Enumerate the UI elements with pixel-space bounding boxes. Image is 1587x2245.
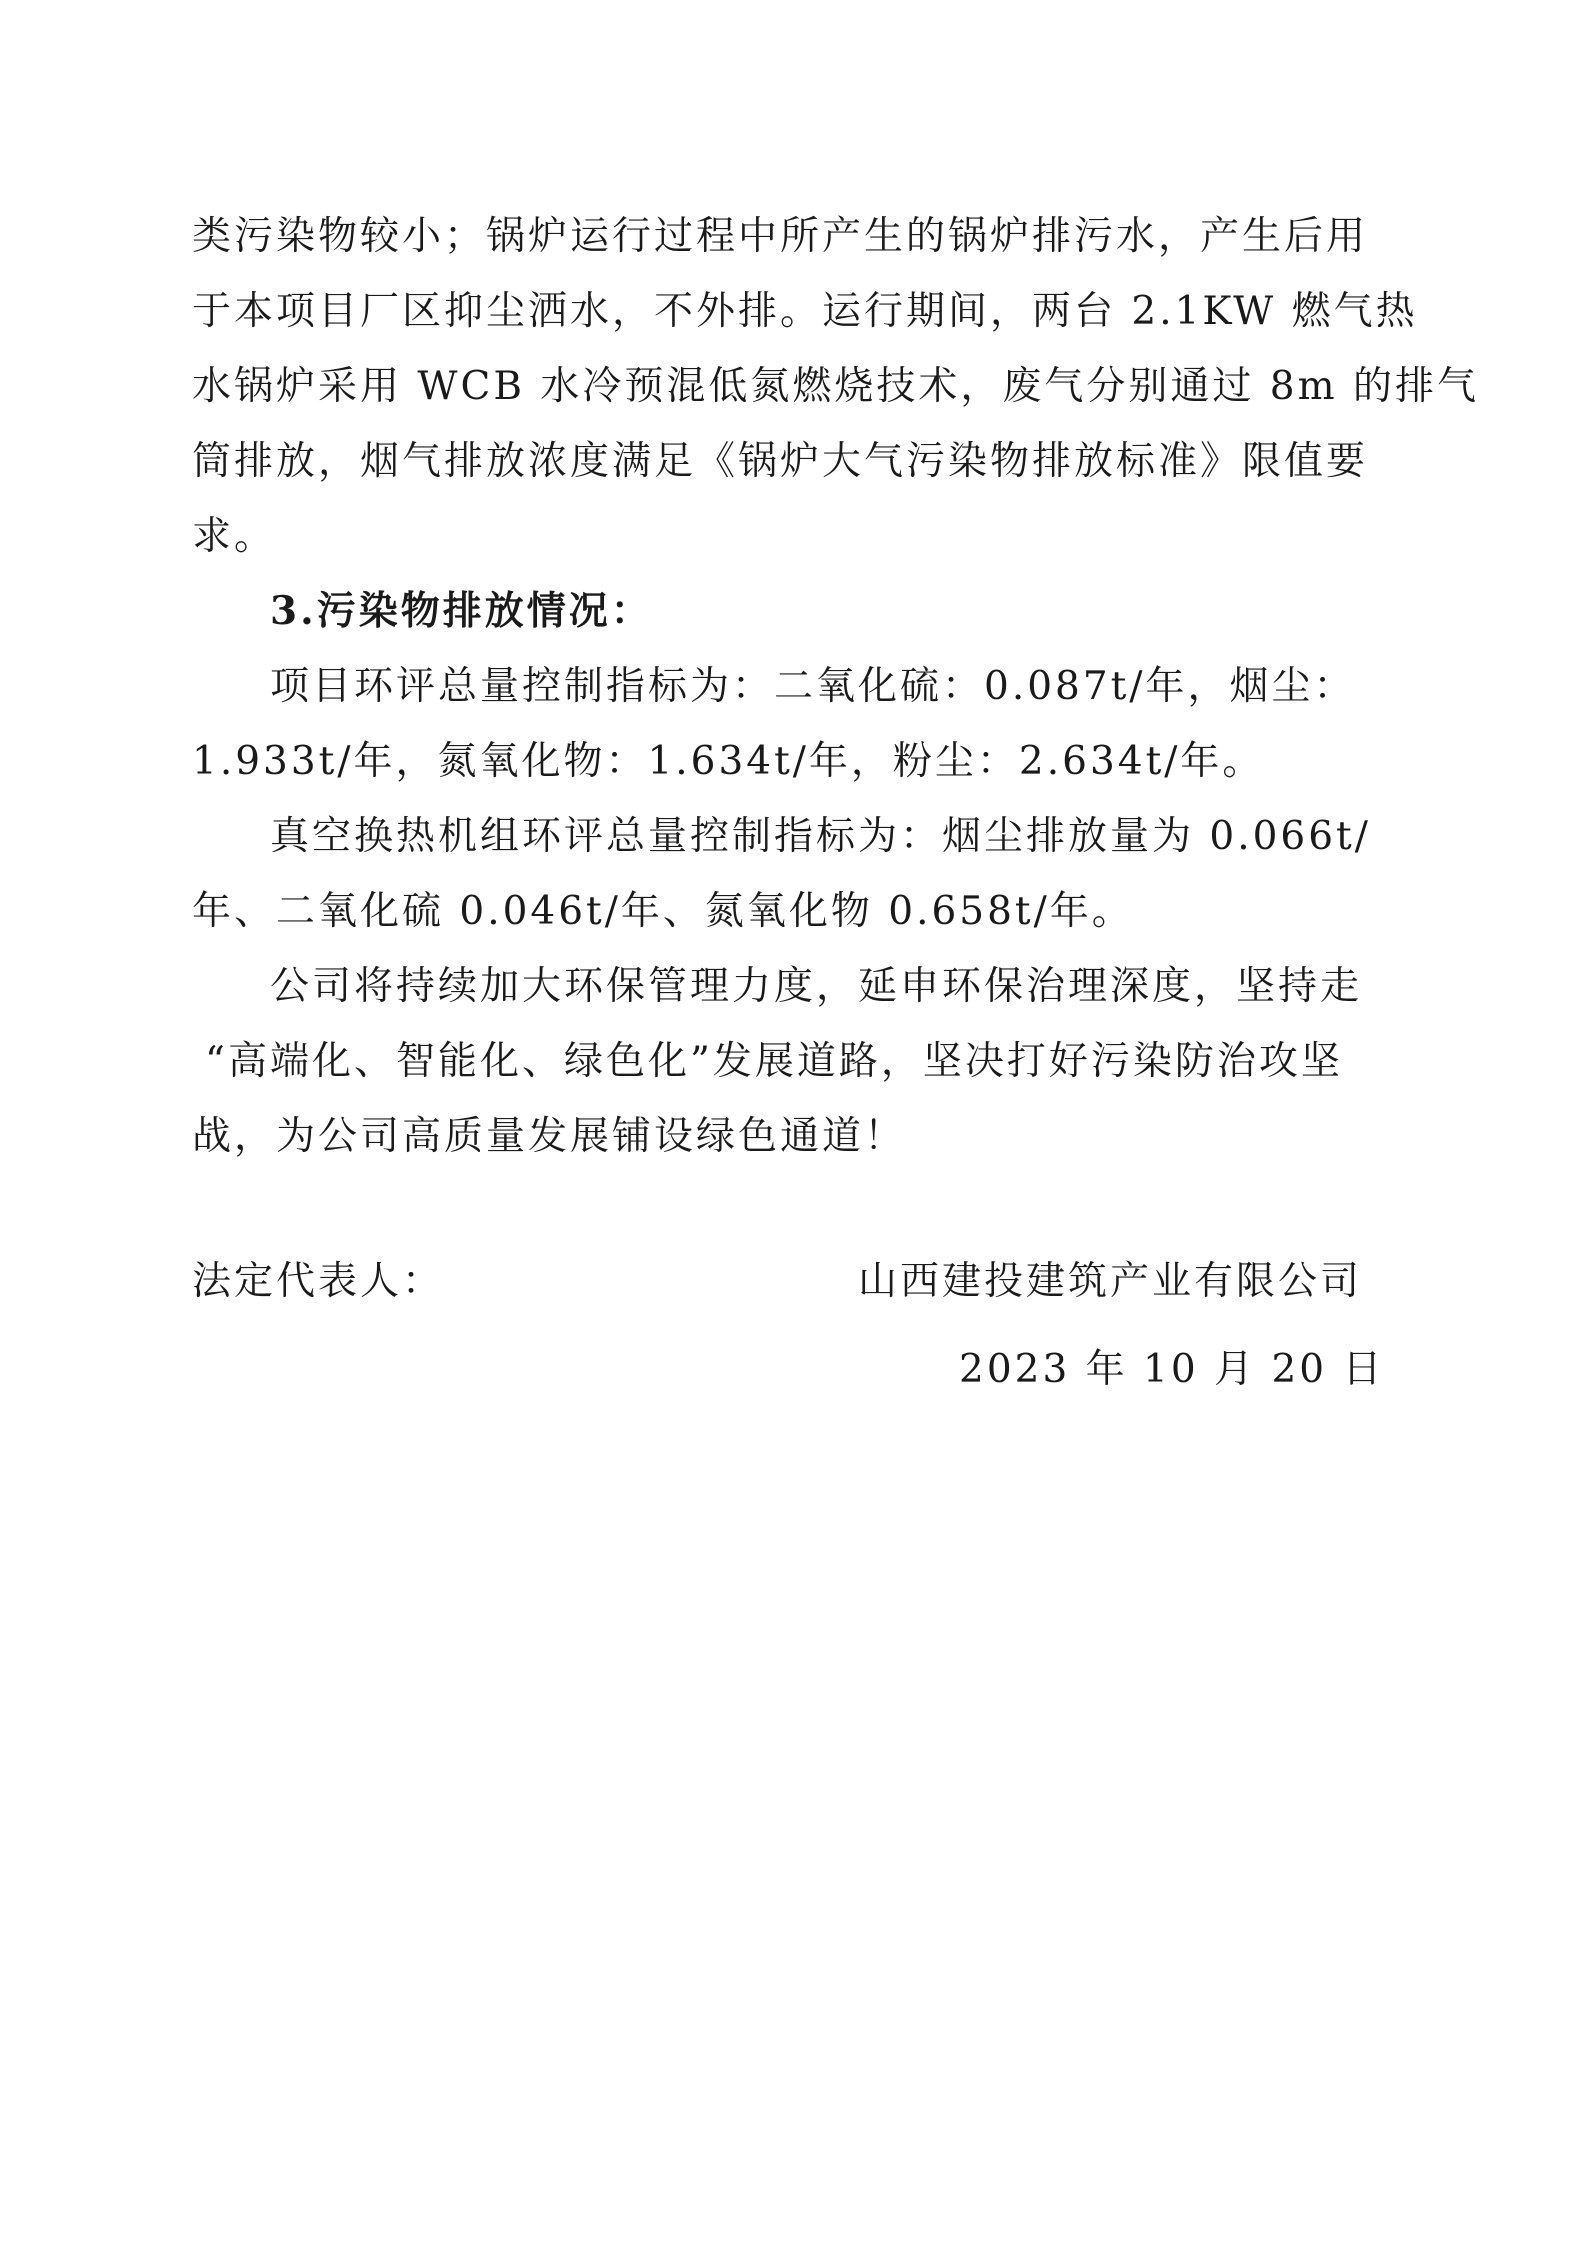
paragraph-1-line-1: 类污染物较小；锅炉运行过程中所产生的锅炉排污水，产生后用: [192, 214, 1369, 259]
paragraph-4-line-2: “高端化、智能化、绿色化”发展道路，坚决打好污染防治攻坚: [205, 1039, 1343, 1084]
paragraph-4-line-3: 战，为公司高质量发展铺设绿色通道！: [192, 1114, 907, 1159]
paragraph-1-line-3: 水锅炉采用 WCB 水冷预混低氮燃烧技术，废气分别通过 8m 的排气: [192, 364, 1479, 409]
paragraph-3-line-2: 年、二氧化硫 0.046t/年、氮氧化物 0.658t/年。: [192, 889, 1134, 934]
paragraph-3-line-1: 真空换热机组环评总量控制指标为：烟尘排放量为 0.066t/: [270, 814, 1371, 859]
paragraph-2-line-2: 1.933t/年，氮氧化物：1.634t/年，粉尘：2.634t/年。: [192, 739, 1265, 784]
signature-date: 2023 年 10 月 20 日: [959, 1347, 1385, 1392]
representative-label: 法定代表人：: [192, 1259, 445, 1304]
paragraph-1-line-5: 求。: [192, 514, 277, 559]
paragraph-2-line-1: 项目环评总量控制指标为：二氧化硫：0.087t/年，烟尘：: [270, 664, 1356, 709]
paragraph-4-line-1: 公司将持续加大环保管理力度，延申环保治理深度，坚持走: [270, 964, 1363, 1009]
section-heading: 3.污染物排放情况：: [270, 588, 653, 634]
paragraph-1-line-2: 于本项目厂区抑尘洒水，不外排。运行期间，两台 2.1KW 燃气热: [192, 289, 1418, 334]
paragraph-1-line-4: 筒排放，烟气排放浓度满足《锅炉大气污染物排放标准》限值要: [192, 439, 1369, 484]
company-name: 山西建投建筑产业有限公司: [858, 1259, 1363, 1304]
